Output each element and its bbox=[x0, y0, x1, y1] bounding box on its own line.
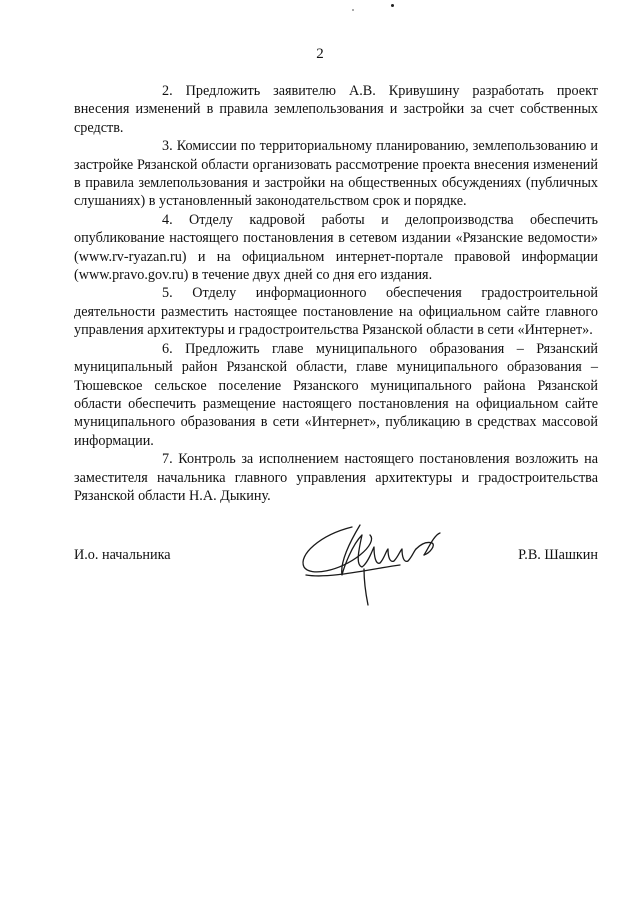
paragraph-text: Отделу кадровой работы и делопроизводства обеспечить опубликование настоящего постановления в сетевом издании «Рязанские ведомости» (www.rv-ryazan.ru) и на официальном интернет-портале правовой информации (www.pravo.gov.ru) в течение двух дней со дня его издания. bbox=[74, 211, 598, 284]
position-title: И.о. начальника bbox=[74, 547, 171, 563]
paragraph-7 bbox=[74, 450, 598, 505]
paragraph-number: 4. bbox=[162, 211, 173, 228]
paragraph-text: Отделу информационного обеспечения градостроительной деятельности разместить настоящее постановление на официальном сайте главного управления архитектуры и градостроительства Рязанской области в сети «Интернет». bbox=[74, 285, 599, 339]
document-body bbox=[74, 82, 598, 505]
handwritten-signature bbox=[290, 505, 450, 615]
paragraph-2 bbox=[74, 82, 598, 137]
paragraph-5 bbox=[74, 284, 598, 339]
page-number: 2 bbox=[316, 46, 324, 62]
paragraph-number: 3. bbox=[162, 138, 173, 155]
paragraph-text: Контроль за исполнением настоящего постановления возложить на заместителя начальника главного управления архитектуры и градостроительства Рязанской области Н.А. Дыкину. bbox=[74, 451, 598, 504]
paragraph-number: 5. bbox=[162, 285, 173, 302]
scan-speck bbox=[391, 4, 394, 7]
paragraph-text: Комиссии по территориальному планированию, землепользованию и застройке Рязанской области организовать рассмотрение проекта внесения изменений в правила землепользования и застройки на общественных обсуждениях (публичных слушаниях) в установленный законодательством срок и порядке. bbox=[74, 138, 599, 210]
paragraph-text: Предложить заявителю А.В. Кривушину разработать проект внесения изменений в правила землепользования и застройки за счет собственных средств. bbox=[74, 83, 598, 136]
paragraph-4 bbox=[74, 211, 598, 285]
signer-name: Р.В. Шашкин bbox=[518, 547, 598, 563]
paragraph-text: Предложить главе муниципального образования – Рязанский муниципальный район Рязанской области, главе муниципального образования – Тюшевское сельское поселение Рязанского муниципального района Рязанской области обеспечить размещение настоящего постановления на официальном сайте муниципального образования в сети «Интернет», публикацию в средствах массовой информации. bbox=[74, 340, 599, 449]
paragraph-3 bbox=[74, 137, 598, 211]
paragraph-number: 6. bbox=[162, 340, 173, 357]
paragraph-number: 7. bbox=[162, 451, 173, 468]
paragraph-6 bbox=[74, 340, 598, 450]
scan-speck bbox=[352, 9, 354, 11]
paragraph-number: 2. bbox=[162, 83, 173, 99]
